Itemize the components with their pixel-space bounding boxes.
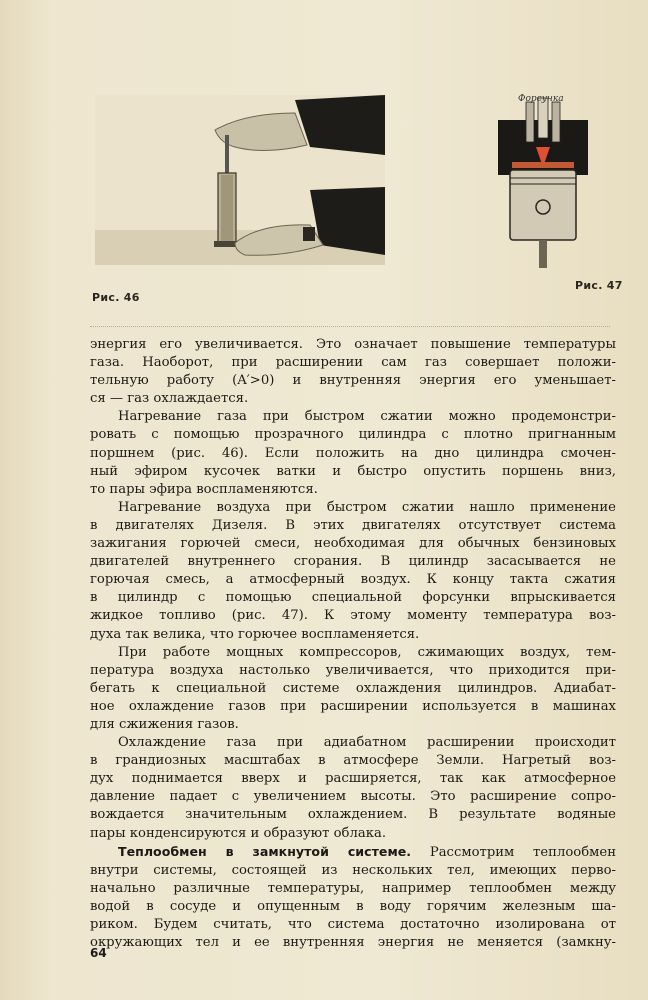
text-line: При работе мощных компрессоров, сжимающих воздух, тем- [118,644,616,660]
text-line: вождается значительным охлаждением. В результате водяные [90,807,616,823]
text-line: бегать к специальной системе охлаждения цилиндров. Адиабат- [90,680,616,696]
text-line: Нагревание воздуха при быстром сжатии нашло применение [118,499,616,515]
text-line: пература воздуха настолько увеличивается, что приходится при- [90,662,616,678]
text-line: энергия его увеличивается. Это означает повышение температуры [90,337,616,352]
text-line: дух поднимается вверх и расширяется, так как атмосферное [90,771,616,787]
text-line: жидкое топливо (рис. 47). К этому моменту температура воз- [90,608,616,624]
section-heading: Теплообмен в замкнутой системе. [118,843,412,859]
text-line: для сжижения газов. [90,716,239,732]
text-line: поршнем (рис. 46). Если положить на дно цилиндра смочен- [90,445,616,461]
text-line: пары конденсируются и образуют облака. [90,825,387,841]
text-line: ный эфиром кусочек ватки и быстро опустить поршень вниз, [90,463,616,479]
text-line: духа так велика, что горючее воспламеняется. [90,626,420,642]
section-first-line-rest: Рассмотрим теплообмен [411,844,616,860]
figure-47-illustration [498,92,588,272]
text-line: то пары эфира воспламеняются. [90,481,318,497]
section-first-line [90,843,616,862]
figure-46-caption: Рис. 46 [92,291,140,304]
text-line: газа. Наоборот, при расширении сам газ совершает положи- [90,355,616,371]
text-line: давление падает с увеличением высоты. Это расширение сопро- [90,789,616,805]
text-line: ся — газ охлаждается. [90,391,249,407]
text-line: Охлаждение газа при адиабатном расширении происходит [118,735,616,751]
text-line: тельную работу (A′>0) и внутренняя энергия его уменьшает- [90,373,616,389]
text-line: двигателей внутреннего сгорания. В цилиндр засасывается не [90,554,616,570]
text-line: риком. Будем считать, что система достаточно изолирована от [90,917,616,932]
text-line: горючая смесь, а атмосферный воздух. К концу такта сжатия [90,572,616,588]
text-line: внутри системы, состоящей из нескольких тел, имеющих перво- [90,862,616,878]
injector-label: Форсунка [518,94,564,104]
text-line: зажигания горючей смеси, необходимая для обычных бензиновых [90,536,616,552]
text-line: Нагревание газа при быстром сжатии можно продемонстри- [118,409,616,425]
text-line: в цилиндр с помощью специальной форсунки впрыскивается [90,590,616,606]
text-line: ровать с помощью прозрачного цилиндра с плотно пригнанным [90,427,616,443]
text-line: в грандиозных масштабах в атмосфере Земли. Нагретый воз- [90,753,616,769]
figure-46-illustration [95,95,385,265]
text-line: водой в сосуде и опущенным в воду горячим железным ша- [90,898,616,914]
page-number: 64 [90,946,107,960]
text-line: окружающих тел и ее внутренняя энергия не меняется (замкну- [90,935,616,951]
text-line: в двигателях Дизеля. В этих двигателях отсутствует система [90,517,616,533]
body-text [90,336,616,952]
divider [90,326,610,327]
figure-47-caption: Рис. 47 [575,279,623,292]
text-line: начально различные температуры, например теплообмен между [90,880,616,896]
text-line: ное охлаждение газов при расширении используется в машинах [90,698,616,714]
